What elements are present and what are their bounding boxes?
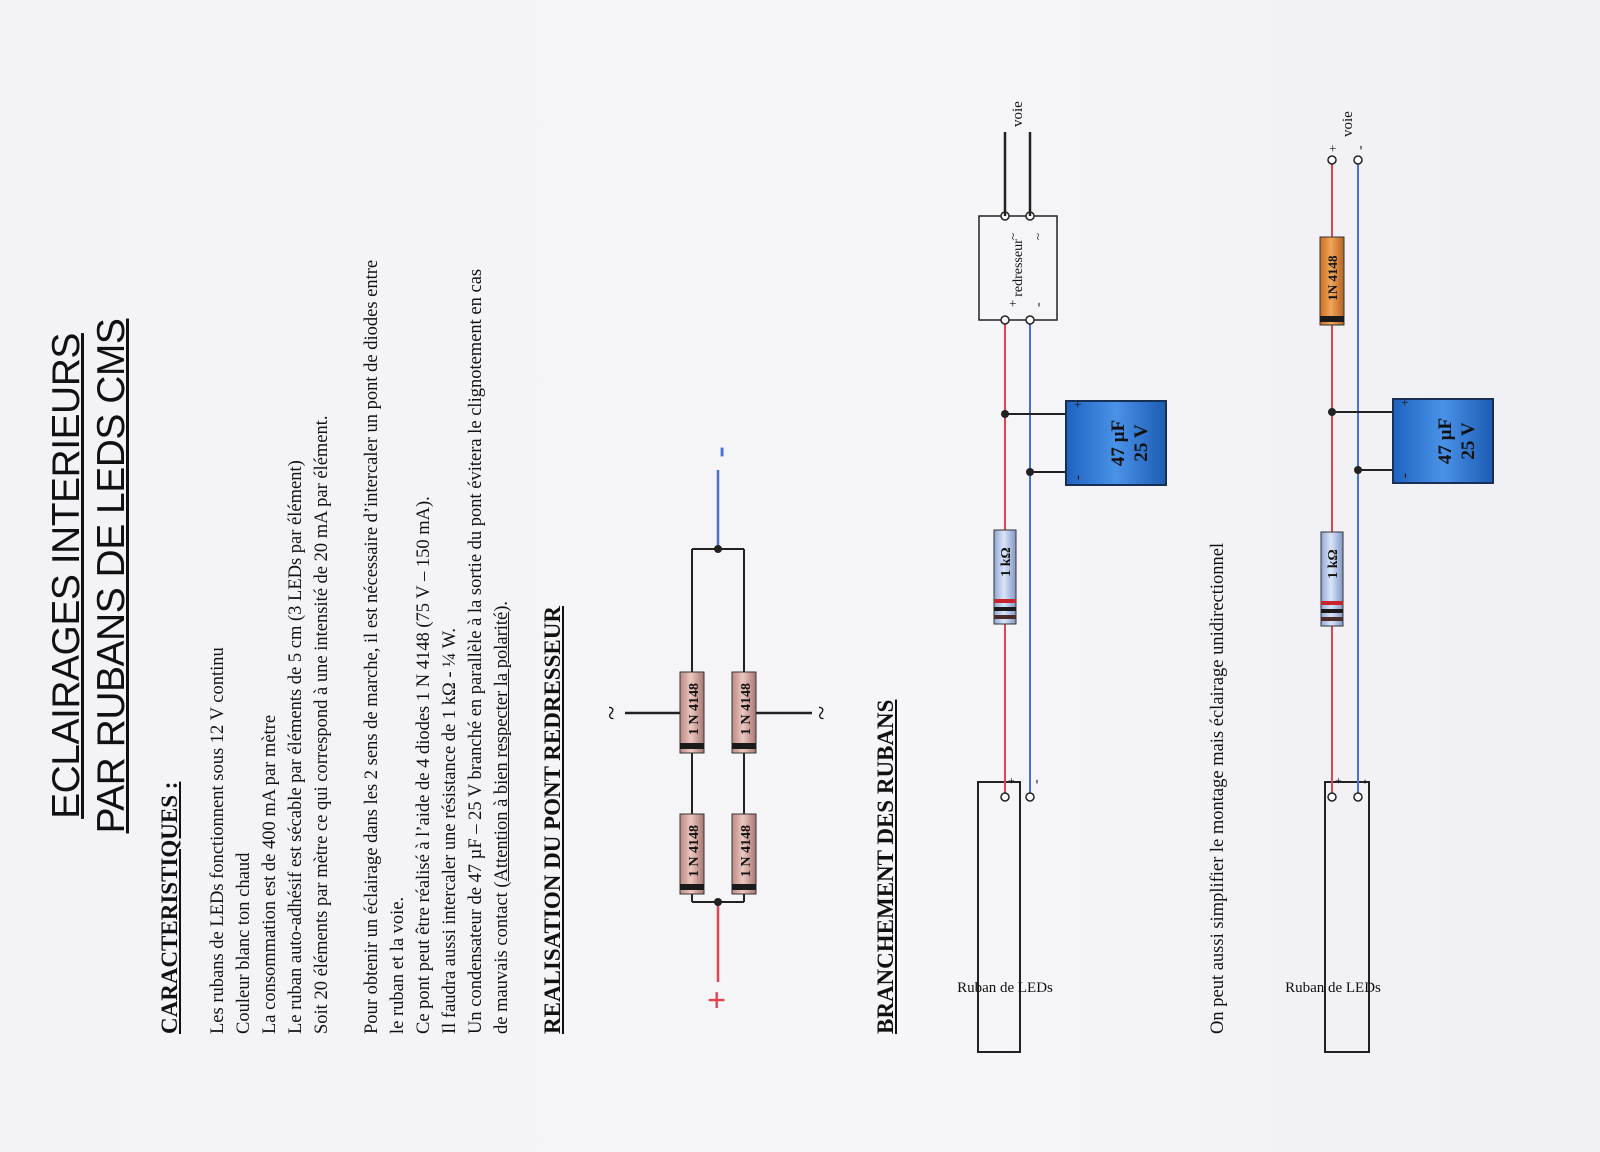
bridge-ac-symbol-1: ~ xyxy=(597,705,626,721)
diode-d1 xyxy=(680,814,704,894)
wiring-diagram xyxy=(957,101,1166,1052)
simplified-diagram xyxy=(1285,111,1493,1052)
cap-minus-mark: - xyxy=(1397,473,1413,478)
characteristics-heading: CARACTERISTIQUES : xyxy=(157,781,182,1034)
resistor-band xyxy=(1321,609,1343,613)
cap-voltage: 25 V xyxy=(1131,424,1152,462)
cap-plus-mark: + xyxy=(1397,398,1412,406)
ribbon-terminal-plus xyxy=(1001,793,1009,801)
ribbon-terminal-plus xyxy=(1328,793,1336,801)
bridge-ac-symbol-2: ~ xyxy=(807,705,836,721)
explanation-suffix: ). xyxy=(492,600,512,612)
explanation-prefix: de mauvais contact ( xyxy=(492,881,512,1034)
track-terminal-plus xyxy=(1328,156,1336,164)
track-plus-label: + xyxy=(1325,144,1340,152)
ribbon-terminal-minus xyxy=(1026,793,1034,801)
ribbon-terminal-minus xyxy=(1354,793,1362,801)
diode-cathode-band xyxy=(732,743,756,749)
ribbon-plus-label: + xyxy=(1004,777,1018,784)
characteristics-line: La consommation est de 400 mA par mètre xyxy=(260,714,280,1034)
diode-d3 xyxy=(680,672,704,753)
resistor-label: 1 kΩ xyxy=(1326,549,1341,579)
rectifier-minus-label: - xyxy=(1031,302,1046,307)
rectifier-terminal-plus xyxy=(1001,316,1009,324)
led-ribbon-label: Ruban de LEDs xyxy=(957,980,1053,996)
bridge-minus-sign: - xyxy=(701,446,738,458)
led-ribbon-label: Ruban de LEDs xyxy=(1285,980,1381,996)
track-label: voie xyxy=(1010,101,1026,127)
cap-junction-positive xyxy=(1328,408,1336,416)
diode-label: 1N 4148 xyxy=(1325,255,1340,301)
title-line-2: PAR RUBANS DE LEDS CMS xyxy=(90,318,133,834)
diode-label: 1 N 4148 xyxy=(739,682,754,736)
diode-cathode-band xyxy=(732,884,756,890)
explanation-line: Il faudra aussi intercaler une résistance de 1 kΩ - ¼ W. xyxy=(440,627,460,1034)
resistor-band xyxy=(994,615,1016,619)
junction-minus xyxy=(714,545,722,553)
diode-cathode-band xyxy=(1320,316,1344,322)
resistor-band xyxy=(994,599,1016,603)
ribbon-plus-label: + xyxy=(1331,777,1345,784)
diode-label: 1 N 4148 xyxy=(687,682,702,736)
characteristics-line: Couleur blanc ton chaud xyxy=(234,852,254,1034)
explanation-line: le ruban et la voie. xyxy=(388,896,408,1034)
track-terminal-minus xyxy=(1354,156,1362,164)
resistor-band xyxy=(1321,617,1343,621)
cap-value: 47 µF xyxy=(1108,419,1129,467)
diode-cathode-band xyxy=(680,884,704,890)
diode-cathode-band xyxy=(680,743,704,749)
track-minus-label: - xyxy=(1353,145,1368,150)
junction-plus xyxy=(714,898,722,906)
diode-label: 1 N 4148 xyxy=(739,824,754,878)
cap-voltage: 25 V xyxy=(1458,422,1479,460)
ribbon-minus-label: - xyxy=(1029,779,1044,784)
led-ribbon xyxy=(978,782,1020,1052)
cap-plus-mark: + xyxy=(1070,400,1085,408)
simplified-note: On peut aussi simplifier le montage mais éclairage unidirectionnel xyxy=(1208,542,1228,1034)
cap-minus-mark: - xyxy=(1070,475,1086,480)
title-line-1: ECLAIRAGES INTERIEURS xyxy=(45,333,88,819)
diode-label: 1 N 4148 xyxy=(687,824,702,878)
diode-d4 xyxy=(732,672,756,753)
led-ribbon xyxy=(1325,782,1369,1052)
cap-junction-positive xyxy=(1001,410,1009,418)
resistor-band xyxy=(994,607,1016,611)
track-label: voie xyxy=(1340,111,1356,137)
ribbon-minus-label: - xyxy=(1357,779,1372,784)
polarity-warning: Attention à bien respecter la polarité xyxy=(492,611,512,882)
cap-junction-negative xyxy=(1354,466,1362,474)
rectifier-label: redresseur xyxy=(1011,239,1026,297)
cap-value: 47 µF xyxy=(1435,417,1456,465)
explanation-line: Pour obtenir un éclairage dans les 2 sens de marche, il est nécessaire d’intercaler un pont de diodes entre xyxy=(362,259,382,1034)
rectifier-ac-label-1: ~ xyxy=(1005,232,1020,240)
characteristics-line: Le ruban auto-adhésif est sécable par éléments de 5 cm (3 LEDs par élément) xyxy=(286,460,306,1034)
resistor-label: 1 kΩ xyxy=(999,547,1014,577)
characteristics-line: Les rubans de LEDs fonctionnent sous 12 V continu xyxy=(208,647,228,1034)
rectifier-ac-label-2: ~ xyxy=(1030,232,1045,240)
characteristics-line: Soit 20 éléments par mètre ce qui correspond à une intensité de 20 mA par élément. xyxy=(312,415,332,1034)
rectifier-plus-label: + xyxy=(1005,299,1020,307)
explanation-line: Un condensateur de 47 µF – 25 V branché en parallèle à la sortie du pont évitera le clignotement en cas xyxy=(466,268,486,1034)
resistor-band xyxy=(1321,601,1343,605)
wiring-heading: BRANCHEMENT DES RUBANS xyxy=(873,699,898,1034)
explanation-line: Ce pont peut être réalisé à l’aide de 4 diodes 1 N 4148 (75 V – 150 mA). xyxy=(414,496,434,1034)
bridge-heading: REALISATION DU PONT REDRESSEUR xyxy=(540,606,565,1034)
rectifier-terminal-minus xyxy=(1026,316,1034,324)
diode-d2 xyxy=(732,814,756,894)
bridge-plus-sign: + xyxy=(699,990,736,1010)
cap-junction-negative xyxy=(1026,468,1034,476)
